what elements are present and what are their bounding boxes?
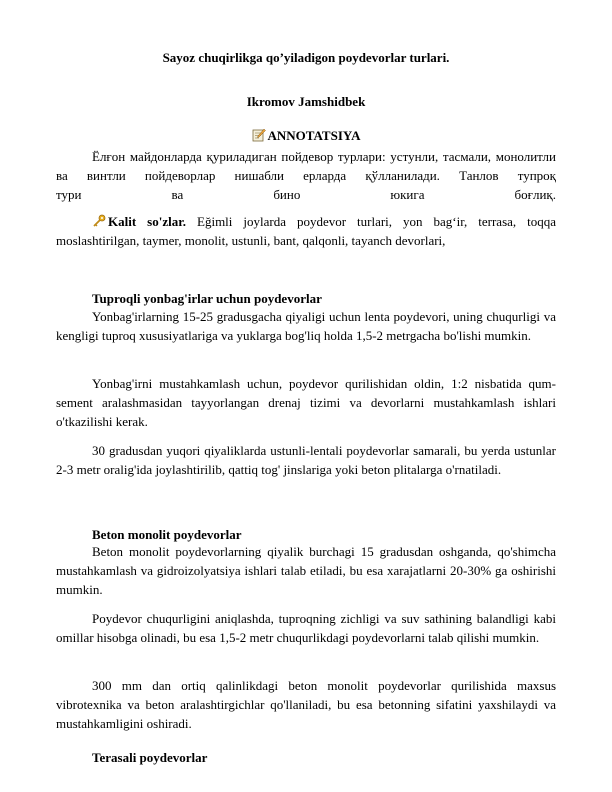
paper-title: Sayoz chuqirlikga qo’yiladigon poydevorlar turlari. (162, 50, 450, 65)
section-2-paragraph-2: Poydevor chuqurligini aniqlashda, tuproqning zichligi va suv sathining balandligi kabi omillar hisobga olinadi, bu esa 1,5-2 metr chuqurlikdagi poydevorlarni talab qilishi mumkin. (56, 611, 556, 645)
keywords-text: Eğimli joylarda poydevor turlari, yon bag‘ir, terrasa, toqqa moslashtirilgan, taymer, monolit, ustunli, bant, qalqonli, tayanch devorlari, (56, 214, 557, 248)
memo-icon (252, 128, 266, 142)
section-2-paragraph-1: Beton monolit poydevorlarning qiyalik burchagi 15 gradusdan oshganda, qo'shimcha mustahkamlash va gidroizolyatsiya ishlari talab etiladi, bu esa xarajatlarni 20-30% ga oshirishi mumkin. (56, 544, 556, 597)
section-heading-3: Terasali poydevorlar (92, 750, 208, 765)
key-icon (92, 214, 106, 228)
annotation-heading (56, 126, 556, 146)
keywords-label: Kalit so'zlar. (108, 214, 187, 229)
annotation-heading-text: ANNOTATSIYA (267, 128, 361, 143)
author-name: Ikromov Jamshidbek (246, 94, 366, 109)
section-1-paragraph-3: 30 gradusdan yuqori qiyaliklarda ustunli-lentali poydevorlar samarali, bu yerda ustunlar 2-3 metr oralig'ida joylashtirilib, qattiq tog' jinslariga yoki beton plitalarga o'rnatiladi. (56, 443, 556, 477)
section-2-paragraph-3: 300 mm dan ortiq qalinlikdagi beton monolit poydevorlar qurilishida maxsus vibrotexnika va beton aralashtirgichlar qo'llaniladi, bu esa betonning sifatini yaxshilaydi va mustahkamligini oshiradi. (56, 678, 556, 731)
keywords-block (56, 212, 556, 250)
section-heading-2: Beton monolit poydevorlar (92, 527, 242, 542)
section-1-paragraph-1: Yonbag'irlarning 15-25 gradusgacha qiyaligi uchun lenta poydevori, uning chuqurligi va kengligi tuproq xususiyatlariga va yuklarga bog'liq holda 1,5-2 metrgacha bo'lishi mumkin. (56, 309, 556, 343)
annotation-text-block (56, 147, 556, 185)
annotation-text-line2 (56, 185, 556, 204)
annotation-text: Ёлғон майдонларда қуриладиган пойдевор турлари: устунли, тасмали, монолитли ва винтли пойдеворлар нишабли ерларда қўлланилади. Танлов тупроқ (56, 149, 556, 183)
section-heading-1: Tuproqli yonbag'irlar uchun poydevorlar (92, 291, 322, 306)
section-1-paragraph-2: Yonbag'irni mustahkamlash uchun, poydevor qurilishidan oldin, 1:2 nisbatida qum-sement aralashmasidan tayyorlangan drenaj tizimi va devorlarni mustahkamlash ishlari o'tkazilishi kerak. (56, 376, 556, 429)
annotation-text-2: тури ва бино юкига боғлиқ. (56, 187, 556, 202)
